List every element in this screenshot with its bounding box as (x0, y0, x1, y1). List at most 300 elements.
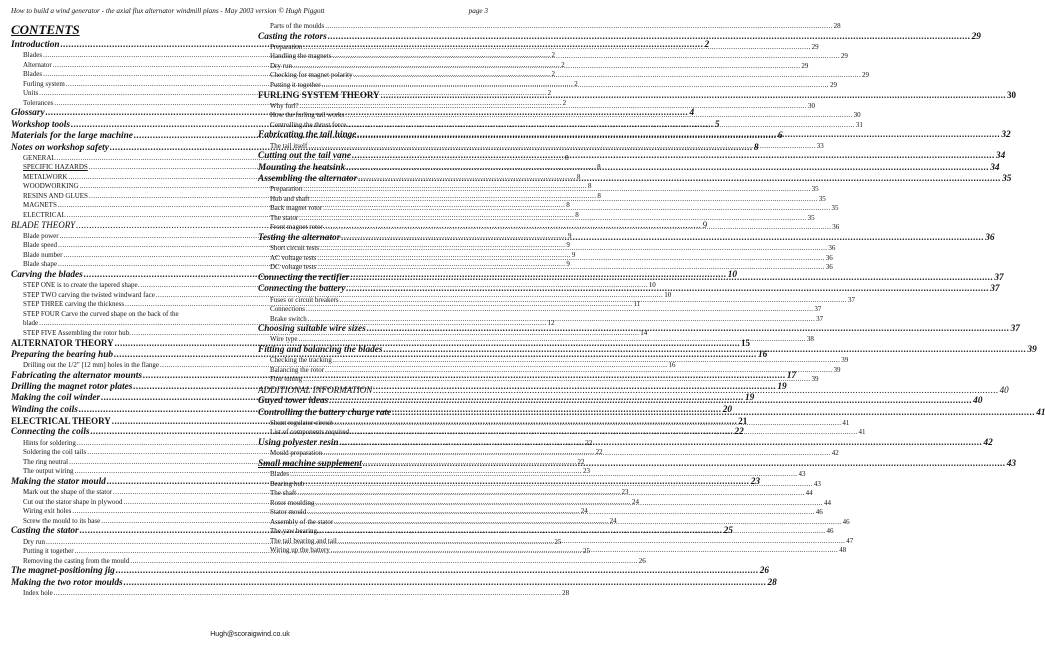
toc-entry-title: BLADE THEORY (11, 220, 76, 231)
toc-entry[interactable] (258, 213, 815, 224)
dot-leader (303, 43, 810, 50)
toc-entry-page: 26 (759, 566, 770, 577)
toc-entry-page: 8 (566, 201, 570, 210)
toc-entry-title: Making the coil winder (11, 393, 101, 404)
toc-entry-title: Wiring exit holes (23, 507, 72, 516)
toc-entry-title: Small machine supplement (258, 458, 362, 469)
dot-leader (322, 81, 829, 88)
toc-entry-page: 39 (1027, 344, 1037, 355)
dot-leader (316, 499, 823, 506)
toc-entry-title: Casting the stator (11, 526, 79, 537)
toc-entry-page: 39 (841, 356, 849, 365)
toc-entry-page: 22 (734, 427, 744, 438)
dot-leader (307, 508, 814, 515)
toc-entry-page: 8 (753, 142, 759, 153)
toc-entry-title: Controlling the battery charge rate (258, 407, 392, 418)
dot-leader (308, 142, 815, 149)
toc-entry-page: 36 (985, 232, 995, 243)
toc-entry-page: 26 (638, 556, 646, 565)
dot-leader (317, 254, 824, 261)
toc-entry-page: 29 (862, 71, 870, 80)
toc-entry-title: Fuses or circuit breakers (270, 295, 339, 304)
toc-entry-title: ADDITIONAL INFORMATION (258, 384, 373, 395)
toc-entry-title: Testing the alternator (258, 232, 341, 243)
dot-leader (346, 163, 989, 172)
toc-entry[interactable] (258, 173, 1012, 185)
toc-entry[interactable] (258, 162, 1000, 174)
toc-entry-page: 29 (971, 31, 981, 42)
toc-entry-page: 28 (833, 22, 841, 30)
toc-entry-page: 30 (853, 111, 861, 120)
toc-entry-page: 35 (811, 185, 819, 194)
toc-entry-title: SPECIFIC HAZARDS (23, 163, 88, 172)
toc-entry[interactable] (258, 101, 815, 112)
toc-entry[interactable] (258, 244, 836, 254)
toc-entry-page: 35 (1002, 173, 1012, 184)
toc-entry-title: Cutting out the tail vane (258, 151, 351, 162)
toc-entry-title: STEP FOUR Carve the curved shape on the back of the (23, 309, 179, 318)
toc-entry-page: 40 (999, 384, 1009, 395)
toc-entry-title: Preparing the bearing hub (11, 349, 114, 360)
toc-entry-title: Bearing hub (270, 479, 305, 488)
toc-entry-page: 25 (723, 526, 733, 537)
toc-entry-page: 19 (777, 381, 787, 392)
dot-leader (357, 130, 1000, 139)
dot-leader (300, 102, 807, 109)
toc-entry-title: Blades (270, 470, 290, 479)
toc-entry-title: Assembling the alternator (258, 173, 358, 184)
toc-entry-title: STEP TWO carving the twisted windward face (23, 290, 155, 299)
dot-leader (350, 273, 993, 282)
toc-entry-title: Fitting and balancing the blades (258, 344, 383, 355)
toc-entry-page: 8 (576, 172, 581, 181)
dot-leader (363, 459, 1006, 468)
toc-entry-title: Alternator (23, 60, 52, 69)
dot-leader (332, 52, 839, 59)
toc-entry-title: Blade speed (23, 241, 58, 250)
toc-entry-title: GENERAL (23, 153, 56, 162)
toc-entry-title: Introduction (11, 40, 60, 50)
toc-entry-page: 44 (805, 489, 813, 498)
toc-entry-title: Soldering the coil tails (23, 448, 87, 457)
page-number: page 3 (468, 7, 488, 15)
toc-entry-page: 34 (990, 162, 1000, 173)
toc-entry-title: DC voltage tests (270, 263, 317, 272)
toc-entry-page: 37 (814, 305, 822, 314)
toc-entry-title: Removing the casting from the mould (23, 556, 130, 565)
toc-entry-title: ALTERNATOR THEORY (11, 338, 114, 349)
toc-entry-page: 39 (833, 365, 841, 374)
toc-entry-title: ELECTRICAL THEORY (11, 416, 111, 427)
dot-leader (320, 244, 827, 251)
toc-entry-page: 28 (767, 577, 777, 588)
toc-entry-page: 22 (595, 448, 603, 457)
toc-entry-page: 30 (807, 101, 815, 110)
toc-entry-title: Checking the tracking (270, 356, 332, 365)
dot-leader (367, 324, 1010, 333)
toc-entry-page: 43 (813, 479, 821, 488)
toc-entry-title: FURLING SYSTEM THEORY (258, 90, 380, 101)
dot-leader (392, 408, 1035, 417)
toc-entry-title: Mounting the heatsink (258, 162, 346, 173)
toc-entry-title: The output wiring (23, 467, 74, 476)
toc-entry-title: STEP ONE is to create the tapered shape. (23, 281, 140, 290)
toc-entry[interactable] (258, 61, 809, 72)
toc-entry-title: Back magnet rotor (270, 204, 323, 213)
toc-entry-page: 11 (633, 300, 641, 309)
toc-entry[interactable] (258, 141, 824, 152)
toc-entry-title: Fine tuning (270, 375, 303, 384)
dot-leader (325, 22, 832, 29)
toc-entry-page: 28 (562, 588, 570, 597)
toc-entry-title: Preparation (270, 42, 303, 51)
toc-entry-title: Winding the coils (11, 404, 78, 415)
dot-leader (350, 428, 857, 435)
toc-entry-title: Dry run (270, 61, 292, 70)
toc-entry-page: 33 (816, 141, 824, 150)
toc-entry-title: STEP FIVE Assembling the rotor hub. (23, 328, 131, 337)
toc-entry-page: 8 (565, 153, 569, 162)
dot-leader (347, 121, 854, 128)
toc-entry-page: 9 (567, 231, 572, 240)
toc-entry-title: Screw the mould to its base (23, 516, 101, 525)
toc-entry-title: Mark out the shape of the stator (23, 488, 113, 497)
toc-entry-title: Notes on workshop safety (11, 142, 109, 153)
toc-entry-page: 12 (547, 319, 555, 328)
toc-entry-page: 2 (547, 89, 552, 98)
dot-leader (358, 174, 1001, 183)
toc-entry-page: 43 (1006, 458, 1017, 469)
toc-entry-page: 17 (786, 370, 797, 381)
toc-entry-page: 10 (664, 290, 672, 299)
dot-leader (334, 518, 841, 525)
toc-entry-page: 25 (582, 547, 590, 556)
toc-entry[interactable] (258, 223, 840, 233)
toc-entry-page: 46 (842, 517, 850, 526)
toc-entry[interactable] (11, 310, 244, 320)
toc-entry-title: Assembly of the stator (270, 517, 334, 526)
toc-entry-title: AC voltage tests (270, 253, 317, 262)
toc-entry-page: 19 (745, 393, 755, 404)
dot-leader (346, 284, 989, 293)
toc-entry-title: Putting it together (23, 547, 74, 556)
toc-entry[interactable] (11, 319, 555, 329)
toc-entry-page: 44 (823, 498, 831, 507)
toc-entry[interactable] (258, 90, 1016, 101)
toc-entry[interactable] (258, 80, 837, 91)
toc-entry-title: Making the stator mould (11, 476, 106, 487)
toc-entry-title: Blades (23, 51, 43, 60)
toc-entry-title: WOODWORKING (23, 182, 79, 191)
toc-entry-page: 29 (801, 61, 809, 70)
toc-entry-title: Blade shape (23, 260, 58, 269)
toc-entry[interactable] (258, 253, 833, 264)
toc-entry-page: 35 (807, 213, 815, 222)
toc-entry-title: Casting the rotors (258, 31, 327, 42)
toc-entry-title: Drilling the magnet rotor plates (11, 381, 133, 392)
toc-entry-page: 37 (848, 295, 856, 304)
dot-leader (323, 449, 830, 456)
toc-entry-page: 24 (609, 516, 617, 525)
toc-entry-title: Blades (23, 70, 43, 79)
toc-entry-page: 23 (750, 476, 761, 487)
toc-entry-page: 41 (842, 418, 850, 427)
toc-entry[interactable] (258, 42, 819, 53)
toc-entry-title: Choosing suitable wire sizes (258, 324, 366, 335)
toc-entry[interactable] (258, 263, 833, 273)
toc-entry-title: Materials for the large machine (11, 131, 133, 142)
toc-entry-title: The ring neutral (23, 457, 69, 466)
toc-entry-title: ELECTRICAL (23, 210, 66, 219)
toc-entry[interactable] (11, 556, 646, 567)
dot-leader (333, 356, 840, 363)
toc-entry-page: 36 (828, 244, 836, 253)
toc-entry[interactable] (258, 130, 1011, 141)
toc-entry-title: Wire type (270, 335, 298, 344)
toc-entry-page: 40 (973, 396, 983, 407)
toc-entry-page: 38 (806, 335, 814, 344)
dot-leader (325, 366, 832, 373)
toc-entry[interactable] (258, 204, 839, 214)
toc-entry-page: 22 (585, 438, 593, 447)
toc-entry-page: 37 (1010, 324, 1020, 335)
toc-entry[interactable] (258, 305, 822, 315)
toc-entry-title: METALWORK (23, 172, 68, 181)
toc-entry[interactable] (258, 151, 1006, 162)
toc-entry-title: Stator mould (270, 508, 307, 517)
toc-entry-title: Guyed tower ideas (258, 396, 329, 407)
toc-entry-page: 36 (825, 253, 833, 262)
toc-entry-title: Tolerances (23, 98, 54, 107)
toc-entry-title: Rotor moulding (270, 498, 315, 507)
toc-entry[interactable] (258, 111, 861, 121)
toc-entry-page: 48 (839, 546, 847, 555)
toc-entry-page: 2 (562, 98, 567, 107)
toc-entry-title: Units (23, 89, 39, 98)
dot-leader (293, 62, 800, 69)
toc-entry-page: 31 (855, 120, 863, 129)
toc-entry-title: STEP THREE carving the thickness (23, 300, 125, 309)
toc-entry-page: 43 (798, 470, 806, 479)
toc-entry-title: Parts of the moulds (270, 22, 325, 30)
toc-entry-title: The shaft (270, 489, 297, 498)
toc-entry-title: Balancing the rotor (270, 365, 325, 374)
dot-leader (303, 185, 810, 192)
toc-entry-page: 46 (815, 508, 823, 517)
dot-leader (310, 195, 817, 202)
dot-leader (331, 546, 838, 553)
dot-leader (345, 111, 852, 118)
toc-entry-title: Drilling out the 1/2" [12 mm] holes in the flange (23, 361, 160, 370)
toc-entry[interactable] (258, 185, 819, 195)
toc-entry[interactable] (11, 566, 770, 577)
toc-entry-title: Carving the blades (11, 269, 83, 280)
toc-entry-page: 29 (811, 42, 819, 51)
toc-entry[interactable] (11, 577, 777, 589)
toc-entry-page: 37 (990, 284, 1000, 295)
toc-entry-title: Dry run (23, 537, 45, 546)
toc-entry-title: List of components required (270, 428, 350, 437)
toc-entry-page: 42 (831, 449, 839, 458)
toc-entry-page: 2 (551, 51, 555, 60)
toc-entry-title: RESINS AND GLUES (23, 191, 88, 200)
toc-entry-title: Hints for soldering (23, 438, 76, 447)
toc-entry-title: Mould preparation (270, 449, 323, 458)
toc-entry-page: 8 (588, 182, 592, 191)
toc-entry-page: 8 (575, 210, 579, 219)
toc-entry-page: 23 (621, 488, 629, 497)
toc-entry-title: Preparation (270, 185, 303, 194)
dot-leader (299, 335, 806, 342)
toc-entry-page: 21 (738, 416, 748, 427)
toc-entry-page: 2 (574, 79, 578, 88)
toc-entry-title: Connecting the battery (258, 284, 346, 295)
toc-entry-title: The tail itself (270, 141, 308, 150)
toc-entry-title: Putting it together (270, 80, 321, 89)
toc-entry-page: 37 (816, 314, 824, 323)
toc-entry-title: Front magnet rotor (270, 223, 323, 232)
toc-entry-title: Controlling the thrust force (270, 120, 347, 129)
toc-entry-title: Blade power (23, 231, 59, 240)
dot-leader (352, 151, 995, 160)
toc-entry[interactable] (258, 22, 841, 32)
dot-leader (328, 32, 971, 41)
dot-leader (354, 71, 861, 78)
toc-entry-title: The yaw bearing (270, 527, 318, 536)
toc-entry-page: 29 (840, 52, 848, 61)
dot-leader (340, 438, 983, 447)
dot-leader (384, 345, 1027, 354)
toc-entry-page: 24 (631, 497, 639, 506)
toc-entry-page: 20 (722, 404, 733, 415)
toc-entry-title: Brake switch (270, 314, 307, 323)
toc-entry-page: 2 (704, 40, 710, 50)
toc-entry-page: 10 (648, 281, 656, 290)
toc-entry[interactable] (11, 588, 570, 599)
dot-leader (324, 223, 831, 230)
toc-entry-page: 35 (818, 194, 826, 203)
dot-leader (323, 204, 830, 211)
toc-entry[interactable] (258, 232, 995, 244)
toc-entry-page: 30 (1006, 90, 1016, 101)
toc-entry-page: 8 (597, 163, 601, 172)
toc-entry-page: 9 (566, 241, 570, 250)
toc-entry-title: Connections (270, 305, 305, 314)
toc-entry-page: 41 (858, 428, 866, 437)
toc-entry-page: 46 (826, 527, 834, 536)
toc-entry[interactable] (258, 52, 848, 62)
toc-entry-page: 29 (829, 80, 837, 89)
toc-entry-page: 22 (577, 457, 585, 466)
dot-leader (303, 375, 810, 382)
toc-entry[interactable] (258, 71, 870, 81)
toc-entry-page: 32 (1001, 130, 1011, 141)
toc-entry-title: Hub and shaft (270, 194, 310, 203)
toc-entry-page: 16 (757, 349, 768, 360)
dot-leader (338, 537, 845, 544)
page-header (11, 7, 488, 19)
toc-entry-title: Glossary (11, 108, 45, 119)
toc-entry-page: 9 (566, 260, 570, 269)
toc-entry-page: 8 (597, 191, 601, 200)
toc-entry-title: Wiring up the battery (270, 546, 330, 555)
dot-leader (308, 315, 815, 322)
footer-email: Hugh@scoraigwind.co.uk (210, 631, 290, 638)
toc-entry-page: 14 (640, 328, 648, 337)
toc-entry-page: 24 (580, 507, 588, 516)
dot-leader (334, 419, 841, 426)
dot-leader (54, 589, 561, 596)
toc-entry-title: Checking for magnet polarity (270, 71, 353, 80)
dot-leader (329, 396, 972, 405)
dot-leader (124, 578, 767, 587)
toc-entry-page: 42 (983, 437, 993, 448)
toc-entry-title: Cut out the stator shape in plywood (23, 497, 123, 506)
toc-entry-page: 15 (741, 338, 751, 349)
toc-entry-page: 2 (551, 70, 555, 79)
toc-entry-title: The magnet-positioning jig (11, 566, 115, 577)
dot-leader (341, 233, 984, 242)
toc-entry-page: 2 (561, 60, 565, 69)
toc-entry-page: 16 (668, 361, 676, 370)
toc-entry-title: MAGNETS (23, 201, 57, 210)
dot-leader (317, 263, 824, 270)
toc-entry-page: 41 (1036, 407, 1045, 418)
toc-entry-page: 25 (554, 537, 562, 546)
toc-entry-title: Connecting the rectifier (258, 272, 350, 283)
toc-entry-page: 5 (714, 119, 720, 130)
toc-entry[interactable] (258, 120, 863, 131)
dot-leader (381, 90, 1006, 99)
toc-entry[interactable] (258, 31, 981, 43)
toc-entry-title: blade (23, 319, 39, 328)
toc-entry-page: 23 (582, 467, 590, 476)
dot-leader (297, 489, 804, 496)
toc-entry[interactable] (258, 194, 826, 205)
toc-entry-title: The stator (270, 213, 299, 222)
toc-entry-page: 39 (811, 375, 819, 384)
dot-leader (373, 385, 998, 394)
toc-entry-page: 36 (832, 223, 840, 232)
toc-entry-page: 35 (831, 204, 839, 213)
toc-entry-page: 37 (994, 272, 1004, 283)
dot-leader (340, 296, 847, 303)
toc-entry-title: Fabricating the tail hinge (258, 130, 357, 141)
toc-entry-title: Shunt regulator circuit (270, 418, 333, 427)
toc-entry-title: Making the two rotor moulds (11, 577, 123, 588)
header-title: How to build a wind generator - the axial flux alternator windmill plans - May 2003 version © Hugh Piggott (11, 7, 325, 15)
dot-leader (130, 557, 637, 564)
toc-entry-title: Using polyester resin (258, 437, 339, 448)
dot-leader (116, 566, 759, 575)
dot-leader (318, 527, 825, 534)
dot-leader (306, 305, 813, 312)
dot-leader (299, 214, 806, 221)
dot-leader (305, 480, 812, 487)
toc-entry-title: Handling the magnets (270, 52, 332, 61)
toc-entry-page: 6 (777, 131, 783, 142)
toc-entry-title: Why furl? (270, 101, 299, 110)
dot-leader (290, 470, 797, 477)
toc-entry-title: The tail bearing and tail (270, 536, 337, 545)
toc-entry-page: 34 (995, 151, 1006, 162)
toc-entry-title: Blade number (23, 250, 63, 259)
toc-entry-title: How the furling tail works (270, 111, 345, 120)
toc-entry-title: Index hole (23, 588, 53, 597)
toc-entry-title: Workshop tools (11, 119, 70, 130)
toc-entry-title: Fabricating the alternator mounts (11, 370, 142, 381)
toc-entry-page: 9 (571, 250, 576, 259)
